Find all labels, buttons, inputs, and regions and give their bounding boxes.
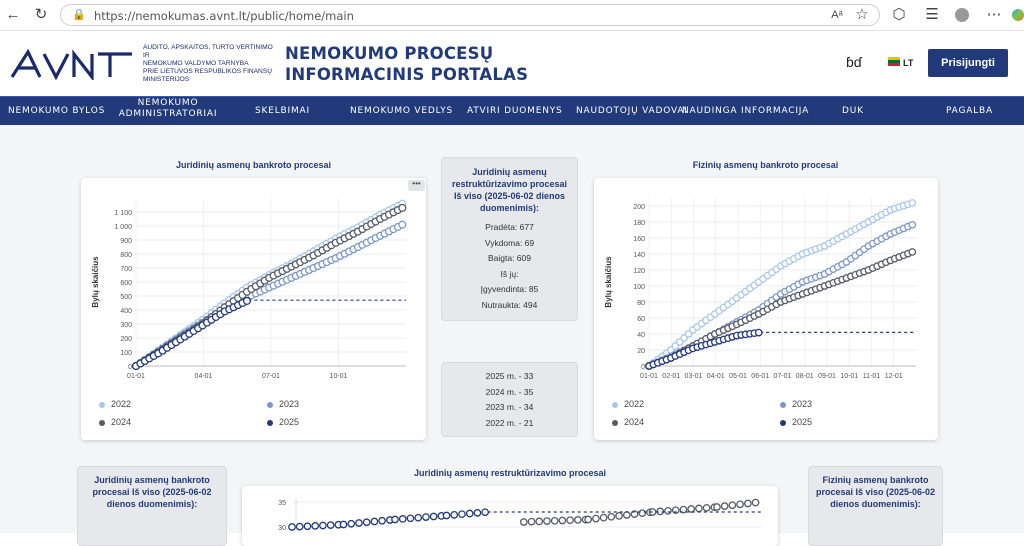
data-point-2025 bbox=[289, 524, 295, 530]
data-point-2025 bbox=[400, 516, 406, 522]
data-point-2025 bbox=[451, 512, 457, 518]
glasses-icon[interactable]: ɓɗ bbox=[846, 54, 862, 70]
y-tick-label: 200 bbox=[633, 204, 645, 211]
data-point-2025 bbox=[327, 522, 333, 528]
legend-dot bbox=[780, 402, 786, 408]
read-aloud-icon[interactable]: Aᵃ bbox=[831, 9, 843, 21]
legend-2022[interactable] bbox=[99, 399, 131, 409]
legend-label: 2022 bbox=[624, 399, 645, 409]
y-tick-label: 900 bbox=[120, 238, 132, 245]
data-point-2024 bbox=[585, 516, 591, 522]
data-point-2025 bbox=[423, 514, 429, 520]
data-point-2025 bbox=[244, 298, 251, 305]
chart-restructuring bbox=[242, 486, 778, 533]
nav-item-user-guides[interactable]: NAUDOTOJŲ VADOVAI bbox=[576, 106, 688, 116]
legend-label: 2023 bbox=[279, 399, 300, 409]
y-tick-label: 100 bbox=[633, 284, 645, 291]
y-tick-label: 1 100 bbox=[114, 210, 132, 217]
ministry-line: PRIE LIETUVOS RESPUBLIKOS FINANSŲ bbox=[143, 68, 272, 75]
nav-item-faq[interactable]: DUK bbox=[842, 106, 864, 116]
legend-2025[interactable] bbox=[267, 417, 299, 427]
favorite-star-icon[interactable]: ☆ bbox=[855, 6, 869, 23]
extensions-icon[interactable]: ⬡ bbox=[892, 6, 906, 23]
y-tick-label: 400 bbox=[120, 308, 132, 315]
legend-label: 2025 bbox=[792, 417, 813, 427]
nav-item-announcements[interactable]: SKELBIMAI bbox=[255, 106, 310, 116]
data-point-2023 bbox=[909, 222, 915, 228]
y-tick-label: 35 bbox=[278, 500, 286, 507]
legend-dot bbox=[612, 402, 618, 408]
x-tick-label: 04-01 bbox=[194, 373, 213, 380]
nav-item-useful-info[interactable]: NAUDINGA INFORMACIJA bbox=[682, 106, 810, 116]
data-point-2024 bbox=[665, 508, 671, 514]
year-stat: 2025 m. - 33 bbox=[485, 371, 534, 381]
data-point-2025 bbox=[474, 510, 480, 516]
y-tick-label: 100 bbox=[120, 350, 132, 357]
data-point-2025 bbox=[297, 523, 303, 529]
language-selector[interactable]: LT bbox=[903, 58, 914, 68]
favorites-icon[interactable]: ☰ bbox=[925, 6, 939, 23]
data-point-2024 bbox=[721, 503, 727, 509]
data-point-2024 bbox=[399, 204, 406, 211]
legend-2023[interactable] bbox=[780, 399, 812, 409]
data-point-2025 bbox=[407, 515, 413, 521]
legend-2023[interactable] bbox=[267, 399, 299, 409]
data-point-2024 bbox=[544, 518, 550, 524]
x-tick-label: 03-01 bbox=[684, 373, 703, 380]
data-point-2025 bbox=[466, 510, 472, 516]
chart-legal-bankruptcy bbox=[81, 178, 426, 440]
x-tick-label: 04-01 bbox=[706, 373, 725, 380]
y-tick-label: 160 bbox=[633, 236, 645, 243]
chart-title: Juridinių asmenų bankroto procesai bbox=[175, 160, 332, 170]
data-point-2024 bbox=[559, 517, 565, 523]
restructuring-stats-box bbox=[441, 157, 578, 321]
x-tick-label: 10-01 bbox=[329, 373, 348, 380]
data-point-2025 bbox=[756, 329, 762, 335]
legend-dot bbox=[612, 420, 618, 426]
x-tick-label: 05-01 bbox=[729, 373, 747, 380]
legal-bankruptcy-total-box bbox=[77, 466, 227, 546]
data-point-2025 bbox=[356, 520, 362, 526]
nav-item-guide[interactable]: NEMOKUMO VEDLYS bbox=[350, 106, 454, 116]
data-point-2025 bbox=[320, 522, 326, 528]
legend-label: 2022 bbox=[111, 399, 132, 409]
data-point-2024 bbox=[551, 518, 557, 524]
nav-item-administrators[interactable]: NEMOKUMO ADMINISTRATORIAI bbox=[118, 98, 218, 119]
data-point-2023 bbox=[399, 221, 406, 228]
data-point-2024 bbox=[536, 518, 542, 524]
y-tick-label: 180 bbox=[633, 220, 645, 227]
data-point-2025 bbox=[392, 516, 398, 522]
address-bar[interactable] bbox=[60, 4, 880, 26]
stats-title: Juridinių asmenų bankroto procesai Iš viso (2025-06-02 dienos duomenimis): bbox=[92, 475, 212, 509]
ministry-line: MINISTERIJOS bbox=[143, 76, 190, 83]
browser-toolbar bbox=[0, 0, 1024, 31]
data-point-2024 bbox=[575, 517, 581, 523]
data-point-2025 bbox=[379, 518, 385, 524]
legend-label: 2024 bbox=[111, 417, 132, 427]
data-point-2024 bbox=[714, 504, 720, 510]
data-point-2025 bbox=[459, 511, 465, 517]
stat-line: Nutraukta: 494 bbox=[481, 299, 538, 310]
stat-line: Įgyvendinta: 85 bbox=[480, 284, 539, 294]
x-tick-label: 01-01 bbox=[640, 373, 658, 380]
year-stat: 2024 m. - 35 bbox=[485, 386, 534, 397]
y-tick-label: 300 bbox=[120, 322, 132, 329]
data-point-2025 bbox=[430, 513, 436, 519]
data-point-2024 bbox=[745, 500, 751, 506]
more-icon[interactable]: ⋯ bbox=[986, 6, 1002, 23]
data-point-2025 bbox=[304, 523, 310, 529]
y-tick-label: 700 bbox=[120, 266, 132, 273]
y-tick-label: 40 bbox=[637, 332, 645, 339]
y-tick-label: 80 bbox=[637, 300, 645, 307]
data-point-2024 bbox=[521, 519, 527, 525]
series-line-2022 bbox=[649, 203, 912, 366]
data-point-2024 bbox=[593, 515, 599, 521]
legend-2025[interactable] bbox=[780, 417, 812, 427]
copilot-icon[interactable] bbox=[1012, 9, 1024, 21]
legend-label: 2023 bbox=[792, 399, 813, 409]
y-tick-label: 30 bbox=[278, 525, 286, 532]
x-tick-label: 08-01 bbox=[795, 373, 814, 380]
portal-title bbox=[285, 43, 545, 85]
data-point-2025 bbox=[340, 521, 346, 527]
data-point-2024 bbox=[752, 499, 758, 505]
stat-line: Baigta: 609 bbox=[487, 253, 531, 263]
y-tick-label: 60 bbox=[637, 316, 645, 323]
year-stat: 2022 m. - 21 bbox=[485, 417, 534, 428]
lt-flag-icon[interactable] bbox=[888, 57, 900, 66]
y-tick-label: 120 bbox=[633, 268, 645, 275]
portal-title-line2: INFORMACINIS PORTALAS bbox=[285, 65, 529, 84]
ministry-name bbox=[143, 44, 278, 84]
data-point-2024 bbox=[703, 505, 709, 511]
data-point-2024 bbox=[737, 501, 743, 507]
data-point-2025 bbox=[363, 519, 369, 525]
x-tick-label: 06-01 bbox=[751, 373, 770, 380]
reload-icon[interactable]: ↻ bbox=[34, 6, 48, 23]
x-tick-label: 02-01 bbox=[662, 373, 681, 380]
year-stat: 2023 m. - 34 bbox=[485, 402, 534, 412]
data-point-2025 bbox=[415, 515, 421, 521]
legend-2022[interactable] bbox=[612, 399, 644, 409]
chart-title: Juridinių asmenų restruktūrizavimo procesai bbox=[413, 468, 607, 478]
avnt-logo[interactable] bbox=[10, 48, 135, 80]
y-tick-label: 500 bbox=[120, 294, 132, 301]
stats-title: Fizinių asmenų bankroto procesai Iš viso (2025-06-02 dienos duomenimis): bbox=[815, 475, 936, 509]
back-icon[interactable]: ← bbox=[5, 6, 21, 23]
main-nav bbox=[0, 96, 1024, 125]
x-tick-label: 10-01 bbox=[840, 373, 859, 380]
data-point-2025 bbox=[312, 523, 318, 529]
y-tick-label: 140 bbox=[633, 252, 645, 259]
data-point-2024 bbox=[528, 519, 534, 525]
y-tick-label: 0 bbox=[641, 364, 645, 371]
x-tick-label: 07-01 bbox=[262, 373, 280, 380]
nav-item-bankruptcy-cases[interactable]: NEMOKUMO BYLOS bbox=[8, 106, 106, 116]
legend-dot bbox=[267, 420, 273, 426]
stat-line: Vykdoma: 69 bbox=[484, 237, 535, 248]
y-tick-label: 200 bbox=[120, 336, 132, 343]
ministry-line: AUDITO, APSKAITOS, TURTO VERTINIMO IR bbox=[143, 44, 273, 59]
chart-title: Fizinių asmenų bankroto procesai bbox=[692, 160, 839, 170]
data-point-2025 bbox=[348, 521, 354, 527]
data-point-2024 bbox=[657, 508, 663, 514]
legend-label: 2025 bbox=[279, 417, 300, 427]
data-point-2025 bbox=[443, 512, 449, 518]
data-point-2024 bbox=[608, 514, 614, 520]
nav-item-open-data[interactable]: ATVIRI DUOMENYS bbox=[467, 106, 563, 116]
data-point-2024 bbox=[600, 515, 606, 521]
legend-2024[interactable] bbox=[612, 417, 644, 427]
nav-item-help[interactable]: PAGALBA bbox=[946, 106, 993, 116]
y-tick-label: 1 000 bbox=[114, 224, 132, 231]
stat-line: Iš jų: bbox=[500, 268, 519, 279]
legend-dot bbox=[99, 420, 105, 426]
login-button[interactable]: Prisijungti bbox=[928, 49, 1008, 77]
data-point-2022 bbox=[909, 200, 915, 206]
stat-line: Pradėta: 677 bbox=[485, 222, 534, 232]
data-point-2024 bbox=[624, 512, 630, 518]
data-point-2024 bbox=[616, 513, 622, 519]
y-axis-label: Bylų skaičius bbox=[604, 256, 613, 308]
x-tick-label: 07-01 bbox=[773, 373, 792, 380]
legend-dot bbox=[267, 402, 273, 408]
x-tick-label: 11-01 bbox=[862, 373, 881, 380]
legend-dot bbox=[780, 420, 786, 426]
profile-avatar[interactable] bbox=[955, 8, 969, 22]
url-text: https://nemokumas.avnt.lt/public/home/main bbox=[94, 9, 354, 23]
legend-label: 2024 bbox=[624, 417, 645, 427]
years-stats-box bbox=[441, 362, 578, 437]
data-point-2024 bbox=[909, 249, 915, 255]
y-tick-label: 20 bbox=[637, 348, 645, 355]
stats-title: Juridinių asmenų restruktūrizavimo procesai Iš viso (2025-06-02 dienos duomenimis): bbox=[451, 167, 568, 213]
data-point-2024 bbox=[567, 517, 573, 523]
y-tick-label: 0 bbox=[128, 364, 132, 371]
physical-bankruptcy-total-box bbox=[808, 466, 943, 546]
legend-2024[interactable] bbox=[99, 417, 131, 427]
data-point-2024 bbox=[639, 510, 645, 516]
data-point-2024 bbox=[688, 506, 694, 512]
lock-icon: 🔒 bbox=[72, 9, 86, 21]
chart-physical-bankruptcy bbox=[594, 178, 938, 440]
x-tick-label: 09-01 bbox=[818, 373, 836, 380]
legend-dot bbox=[99, 402, 105, 408]
ministry-line: NEMOKUMO VALDYMO TARNYBA bbox=[143, 60, 249, 67]
more-icon[interactable]: ••• bbox=[408, 180, 425, 191]
y-axis-label: Bylų skaičius bbox=[91, 256, 100, 308]
data-point-2024 bbox=[696, 505, 702, 511]
data-point-2025 bbox=[371, 518, 377, 524]
x-tick-label: 12-01 bbox=[884, 373, 903, 380]
data-point-2025 bbox=[482, 509, 488, 515]
y-tick-label: 600 bbox=[120, 280, 132, 287]
data-point-2024 bbox=[729, 502, 735, 508]
x-tick-label: 01-01 bbox=[127, 373, 145, 380]
portal-title-line1: NEMOKUMO PROCESŲ bbox=[285, 44, 494, 63]
y-tick-label: 800 bbox=[120, 252, 132, 259]
